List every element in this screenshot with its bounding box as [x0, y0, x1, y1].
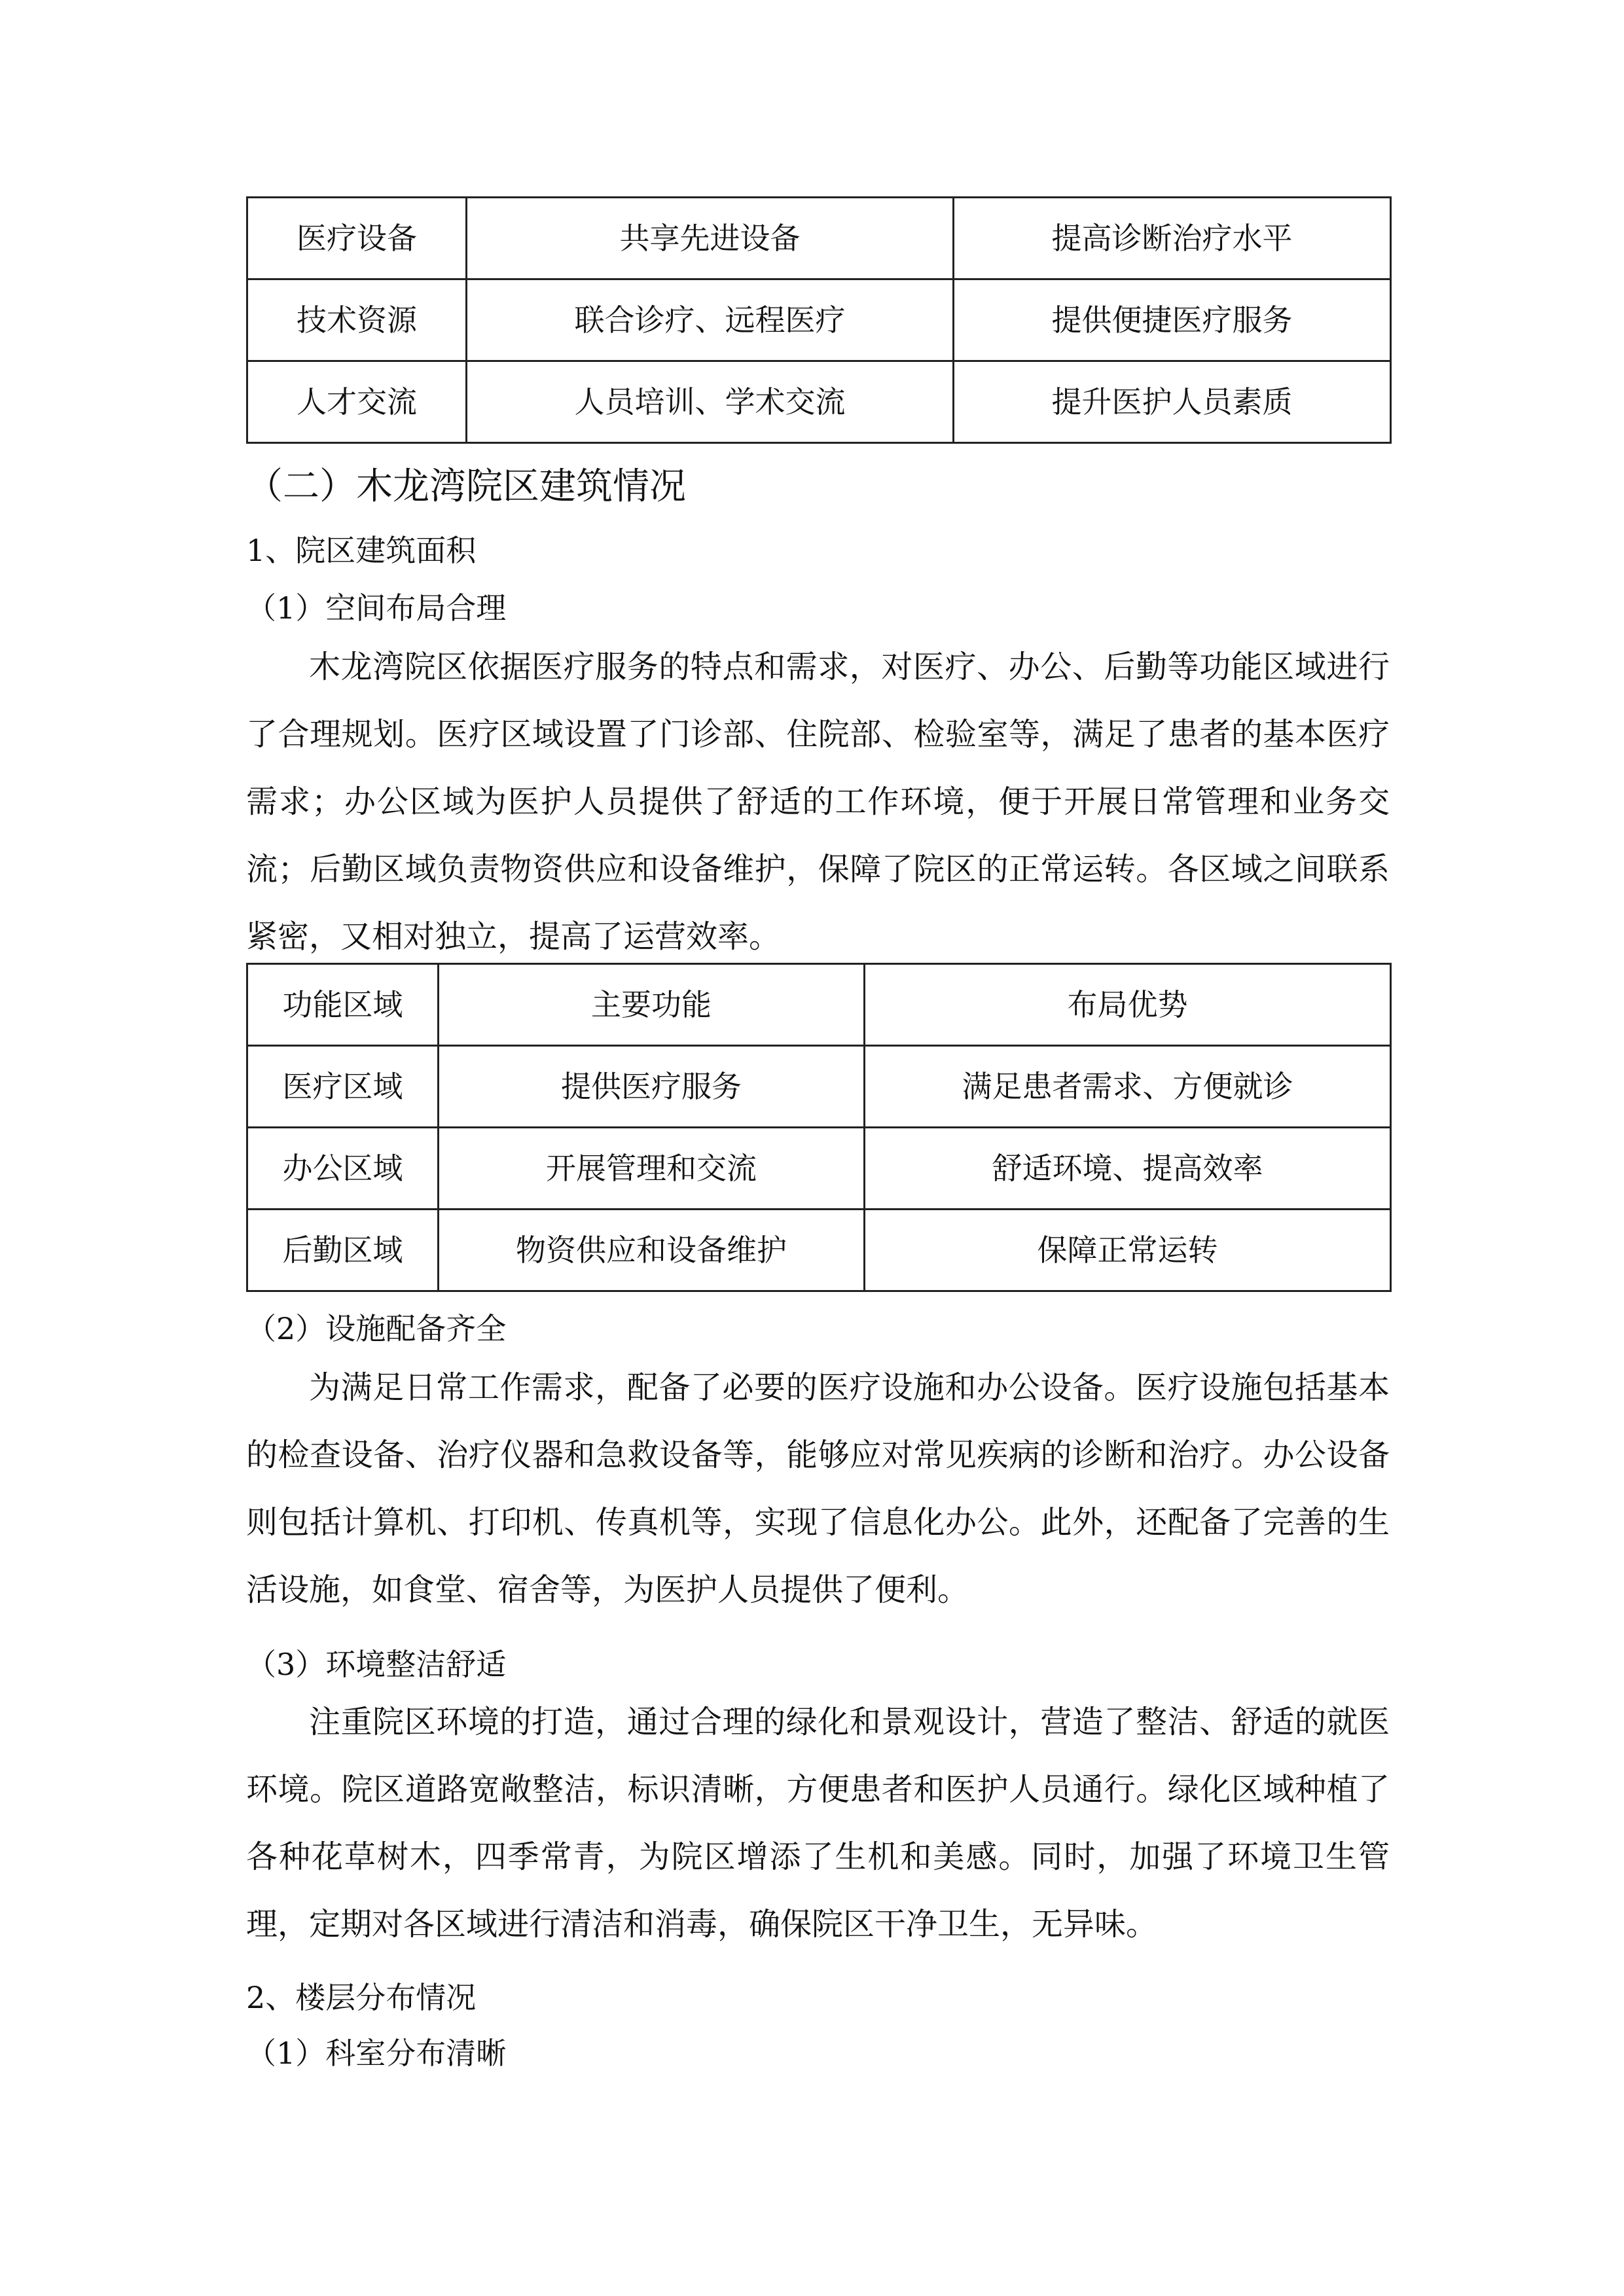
heading-floor-distribution: 2、楼层分布情况	[246, 1980, 477, 2015]
table-cell: 人才交流	[247, 361, 467, 443]
table-cell: 后勤区域	[247, 1210, 439, 1291]
resource-sharing-table	[246, 196, 1392, 444]
table-cell: 提升医护人员素质	[954, 361, 1391, 443]
table-header-cell: 功能区域	[247, 964, 439, 1046]
table-cell: 联合诊疗、远程医疗	[467, 279, 954, 361]
paragraph-environment: 注重院区环境的打造，通过合理的绿化和景观设计，营造了整洁、舒适的就医环境。院区道路宽敞整洁，标识清晰，方便患者和医护人员通行。绿化区域种植了各种花草树木，四季常青，为院区增添了生机和美感。同时，加强了环境卫生管理，定期对各区域进行清洁和消毒，确保院区干净卫生，无异味。	[246, 1704, 1390, 1943]
paragraph-facilities: 为满足日常工作需求，配备了必要的医疗设施和办公设备。医疗设施包括基本的检查设备、治疗仪器和急救设备等，能够应对常见疾病的诊断和治疗。办公设备则包括计算机、打印机、传真机等，实现了信息化办公。此外，还配备了完善的生活设施，如食堂、宿舍等，为医护人员提供了便利。	[246, 1369, 1390, 1608]
table-cell: 技术资源	[247, 279, 467, 361]
table-cell: 人员培训、学术交流	[467, 361, 954, 443]
table-cell: 共享先进设备	[467, 198, 954, 279]
subheading-environment: （3）环境整洁舒适	[246, 1647, 507, 1682]
table-cell: 提高诊断治疗水平	[954, 198, 1391, 279]
table-cell: 医疗区域	[247, 1046, 439, 1128]
subheading-departments: （1）科室分布清晰	[246, 2036, 507, 2071]
table-row	[247, 279, 1391, 361]
table-cell: 舒适环境、提高效率	[865, 1128, 1391, 1210]
section-title: （二）木龙湾院区建筑情况	[246, 465, 686, 508]
table-cell: 满足患者需求、方便就诊	[865, 1046, 1391, 1128]
table-cell: 办公区域	[247, 1128, 439, 1210]
table-row	[247, 1210, 1391, 1291]
table-cell: 提供医疗服务	[439, 1046, 865, 1128]
table-cell: 开展管理和交流	[439, 1128, 865, 1210]
heading-building-area: 1、院区建筑面积	[246, 533, 477, 568]
table-row	[247, 361, 1391, 443]
table-cell: 医疗设备	[247, 198, 467, 279]
table-cell: 提供便捷医疗服务	[954, 279, 1391, 361]
paragraph-layout: 木龙湾院区依据医疗服务的特点和需求，对医疗、办公、后勤等功能区域进行了合理规划。医疗区域设置了门诊部、住院部、检验室等，满足了患者的基本医疗需求；办公区域为医护人员提供了舒适的工作环境，便于开展日常管理和业务交流；后勤区域负责物资供应和设备维护，保障了院区的正常运转。各区域之间联系紧密，又相对独立，提高了运营效率。	[246, 649, 1390, 955]
subheading-facilities: （2）设施配备齐全	[246, 1311, 507, 1346]
functional-area-table	[246, 963, 1392, 1292]
subheading-layout: （1）空间布局合理	[246, 590, 507, 626]
table-row	[247, 198, 1391, 279]
table-header-cell: 布局优势	[865, 964, 1391, 1046]
table-header-row	[247, 964, 1391, 1046]
table-row	[247, 1128, 1391, 1210]
table-cell: 物资供应和设备维护	[439, 1210, 865, 1291]
table-cell: 保障正常运转	[865, 1210, 1391, 1291]
table-header-cell: 主要功能	[439, 964, 865, 1046]
table-row	[247, 1046, 1391, 1128]
